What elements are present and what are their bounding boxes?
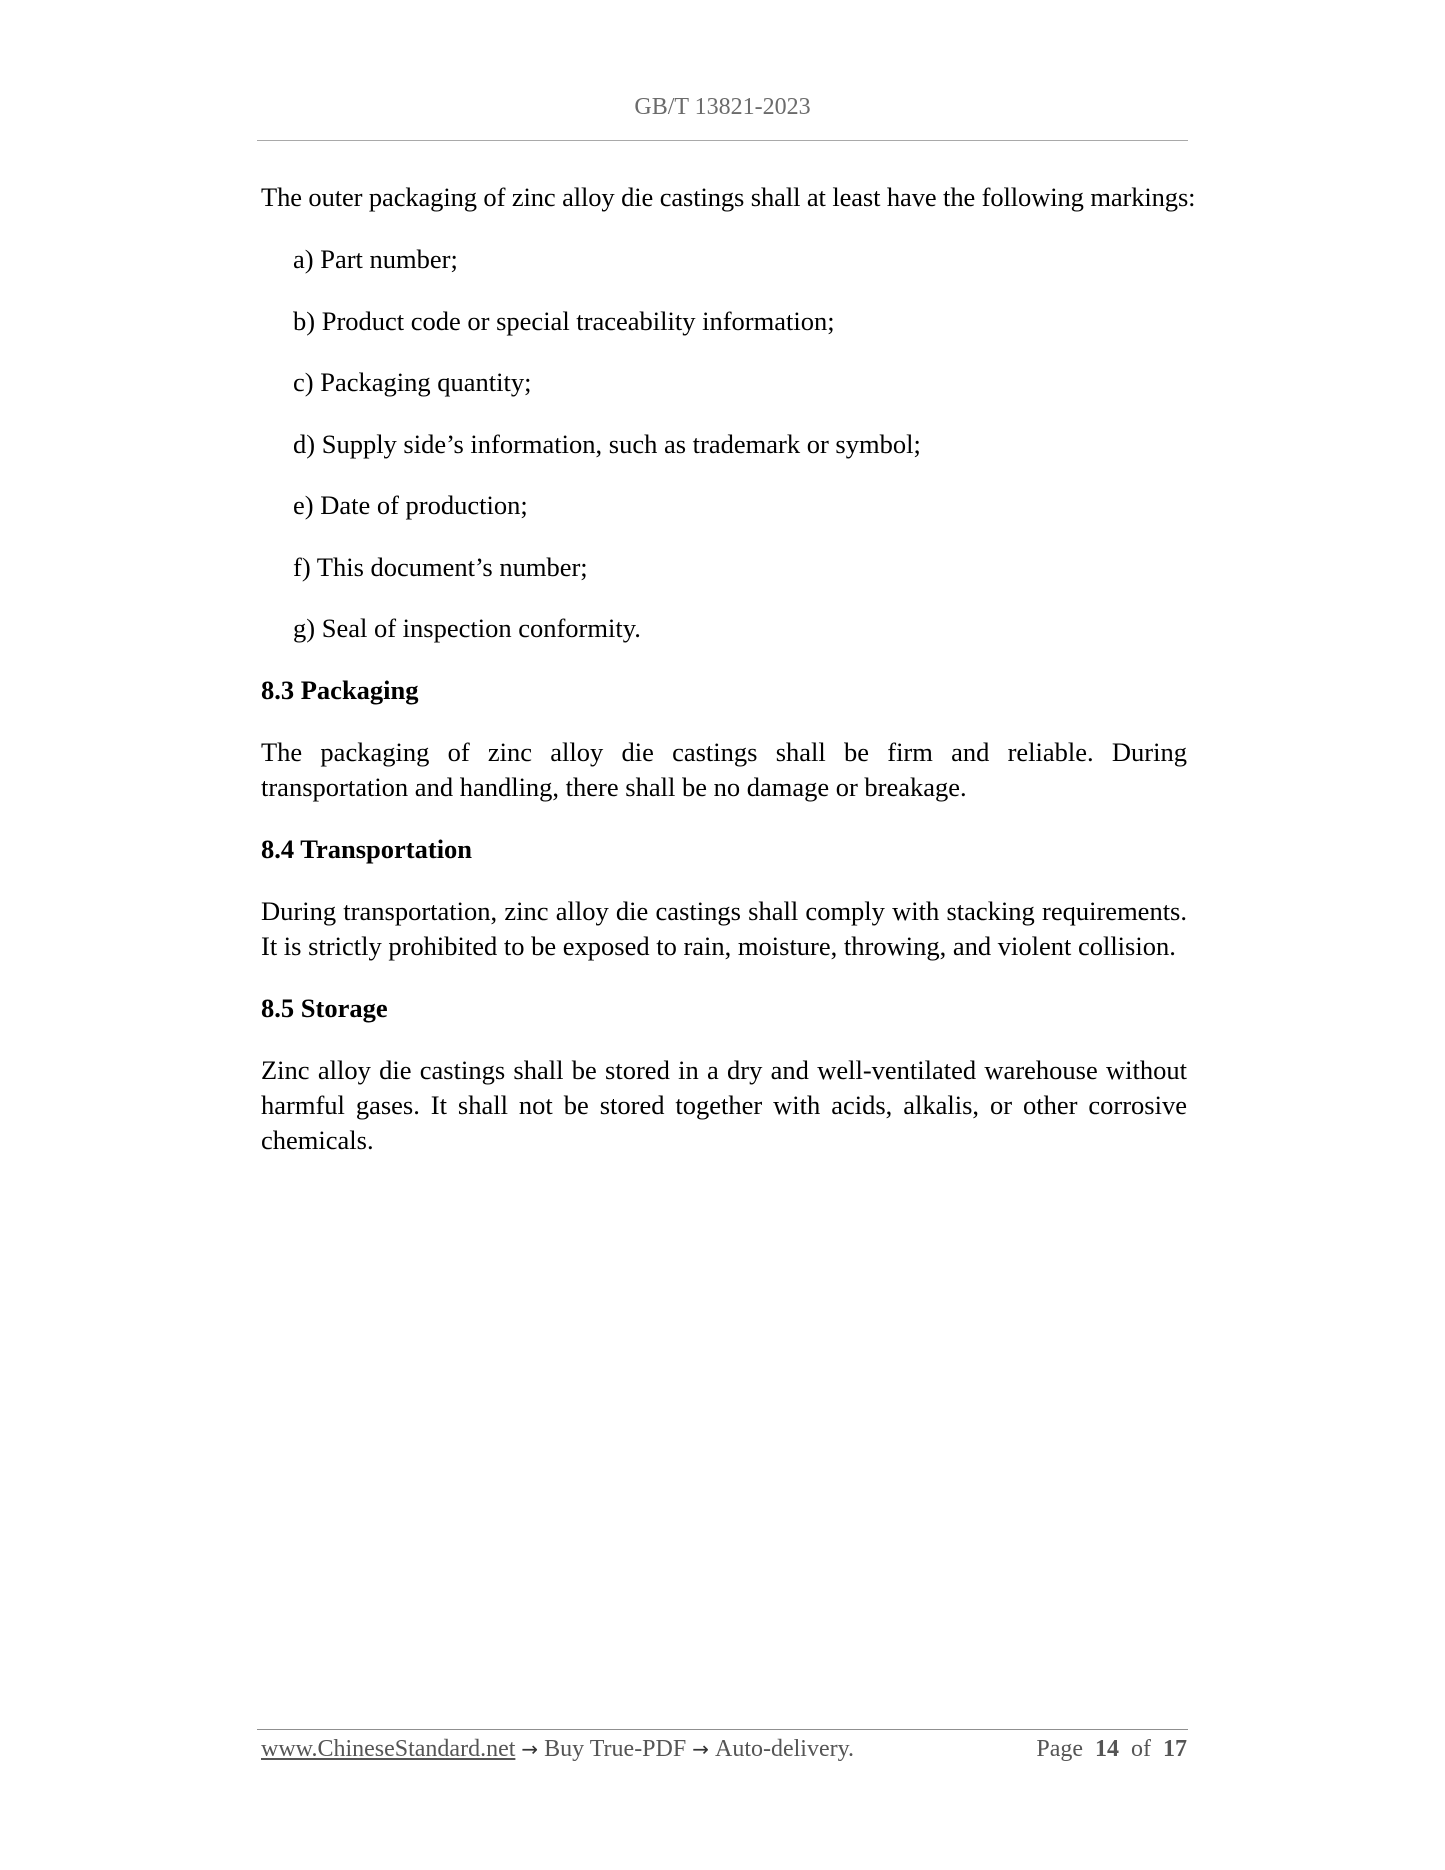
section-paragraph-transportation: During transportation, zinc alloy die castings shall comply with stacking requirements. It is strictly prohibited to be exposed to rain, moisture, throwing, and violent collision. bbox=[261, 895, 1187, 961]
footer-divider bbox=[257, 1729, 1188, 1730]
section-heading-transportation: 8.4 Transportation bbox=[261, 833, 473, 864]
page-total: 17 bbox=[1163, 1736, 1187, 1762]
section-paragraph-storage: Zinc alloy die castings shall be stored in a dry and well-ventilated warehouse without harmful gases. It shall not be stored together with acids, alkalis, or other corrosive chemicals. bbox=[261, 1054, 1187, 1155]
header-divider bbox=[257, 140, 1188, 141]
page-header: GB/T 13821-2023 bbox=[634, 94, 811, 120]
section-heading-storage: 8.5 Storage bbox=[261, 992, 388, 1023]
arrow-right-icon: → bbox=[692, 1737, 709, 1761]
section-heading-packaging: 8.3 Packaging bbox=[261, 674, 419, 705]
list-item: b) Product code or special traceability information; bbox=[293, 305, 835, 336]
page-number: 14 bbox=[1095, 1736, 1119, 1762]
page-footer bbox=[261, 1732, 1187, 1766]
list-item: g) Seal of inspection conformity. bbox=[293, 613, 641, 643]
section-paragraph-packaging: The packaging of zinc alloy die castings shall be firm and reliable. During transportation and handling, there shall be no damage or breakage. bbox=[261, 736, 1187, 802]
arrow-right-icon: → bbox=[521, 1737, 539, 1761]
list-item: e) Date of production; bbox=[293, 490, 528, 520]
list-item: f) This document’s number; bbox=[293, 551, 588, 582]
markings-list bbox=[261, 242, 1187, 646]
delivery-text: Auto-delivery. bbox=[714, 1736, 855, 1762]
page-counter bbox=[1036, 1732, 1187, 1766]
website-link[interactable]: www.ChineseStandard.net bbox=[261, 1736, 516, 1762]
intro-paragraph: The outer packaging of zinc alloy die castings shall at least have the following markings: bbox=[261, 182, 1196, 212]
buy-text: Buy True-PDF bbox=[544, 1736, 687, 1762]
list-item: d) Supply side’s information, such as trademark or symbol; bbox=[293, 428, 921, 459]
list-item: a) Part number; bbox=[293, 244, 458, 274]
page-label: Page bbox=[1036, 1736, 1083, 1762]
list-item: c) Packaging quantity; bbox=[293, 367, 532, 397]
document-body bbox=[261, 180, 1196, 1185]
footer-promo bbox=[261, 1732, 854, 1766]
of-label: of bbox=[1131, 1736, 1151, 1762]
